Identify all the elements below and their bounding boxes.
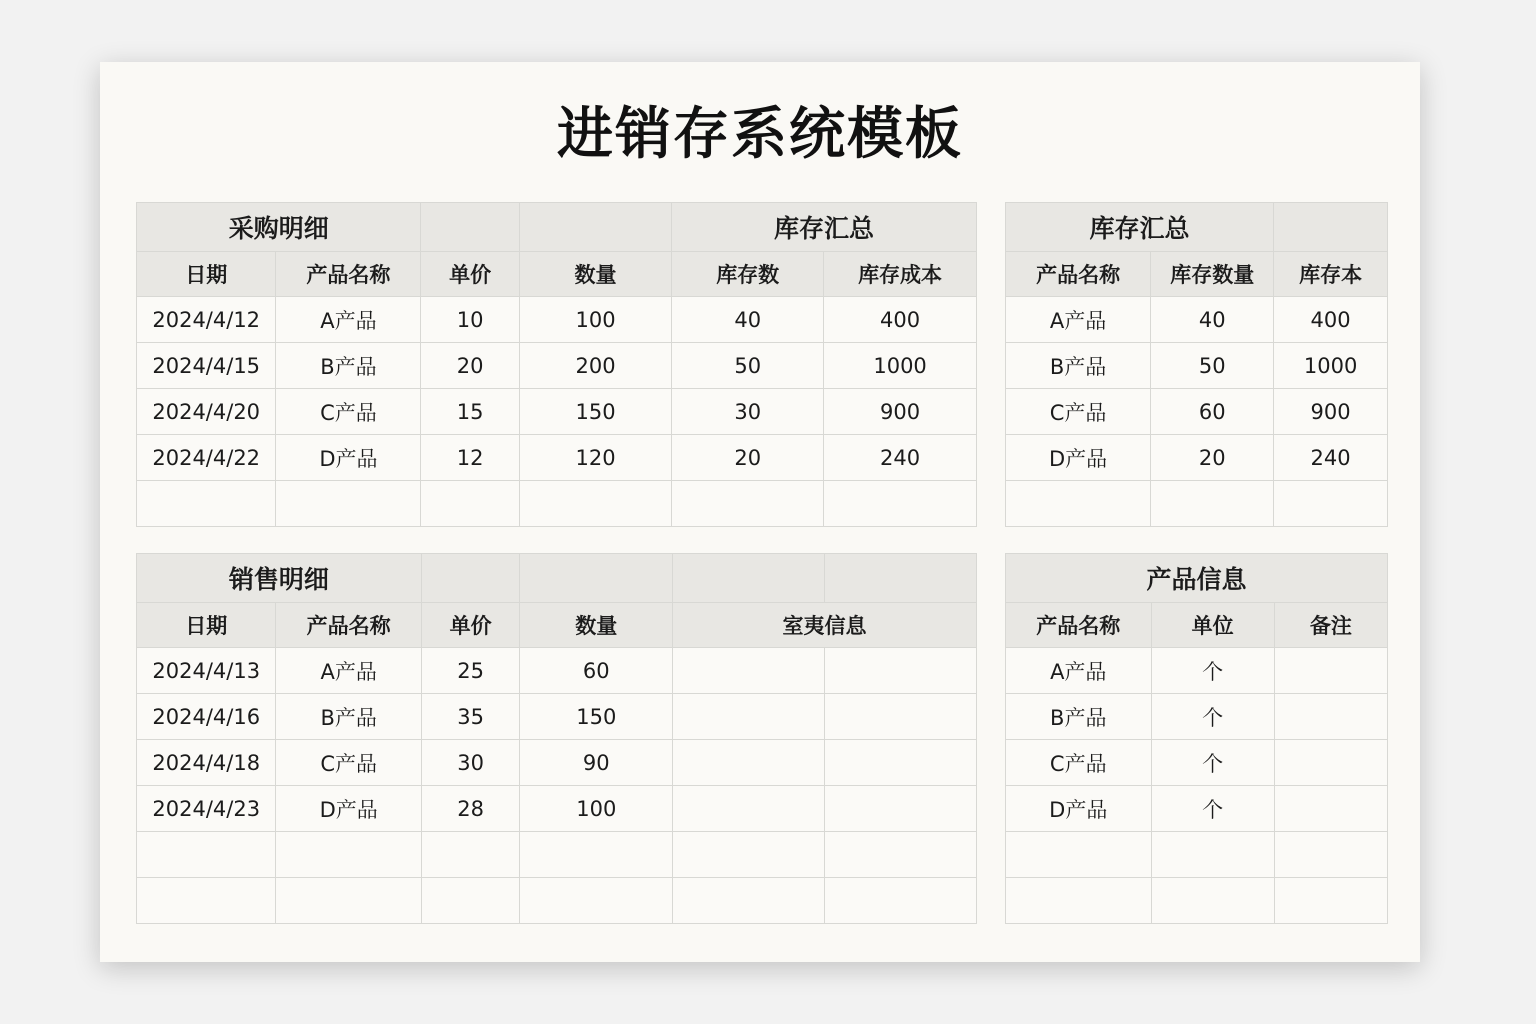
cell[interactable] [1274, 648, 1387, 694]
cell[interactable]: 100 [519, 297, 671, 343]
cell[interactable] [520, 878, 673, 924]
column-header: 产品名称 [1005, 252, 1150, 297]
column-header: 产品名称 [276, 252, 421, 297]
cell[interactable]: 2024/4/12 [137, 297, 276, 343]
cell[interactable]: 30 [421, 740, 520, 786]
table-row[interactable] [137, 740, 977, 786]
column-header: 数量 [520, 603, 673, 648]
spacer-cell[interactable] [1274, 203, 1388, 252]
column-header: 单价 [421, 603, 520, 648]
table-row[interactable] [137, 694, 977, 740]
table-header-row [137, 603, 977, 648]
cell[interactable] [276, 832, 421, 878]
cell[interactable]: 个 [1151, 740, 1274, 786]
cell[interactable]: 40 [672, 297, 824, 343]
table-row[interactable] [137, 297, 977, 343]
cell[interactable]: 200 [519, 343, 671, 389]
cell[interactable]: 240 [1274, 435, 1388, 481]
cell[interactable] [1274, 878, 1387, 924]
cell[interactable] [825, 740, 977, 786]
cell[interactable]: 2024/4/18 [137, 740, 276, 786]
column-header: 库存数 [672, 252, 824, 297]
cell[interactable]: 12 [421, 435, 519, 481]
cell[interactable]: 20 [421, 343, 519, 389]
table-row[interactable] [137, 878, 977, 924]
column-header: 备注 [1274, 603, 1387, 648]
table-row[interactable] [137, 786, 977, 832]
cell[interactable] [137, 832, 276, 878]
product-info-table[interactable] [1005, 553, 1388, 924]
purchase-secondary-title: 库存汇总 [672, 203, 977, 252]
cell[interactable] [519, 481, 671, 527]
table-row[interactable] [1005, 297, 1387, 343]
cell[interactable] [1151, 878, 1274, 924]
table-row[interactable] [137, 481, 977, 527]
cell[interactable]: 个 [1151, 694, 1274, 740]
table-row[interactable] [137, 389, 977, 435]
cell[interactable]: 20 [1151, 435, 1274, 481]
cell[interactable] [824, 481, 977, 527]
cell[interactable]: 2024/4/20 [137, 389, 276, 435]
table-row[interactable] [137, 832, 977, 878]
cell[interactable]: 400 [1274, 297, 1388, 343]
table-title-row [137, 203, 977, 252]
cell[interactable]: 2024/4/13 [137, 648, 276, 694]
table-row[interactable] [1005, 878, 1387, 924]
cell[interactable]: D产品 [1005, 435, 1150, 481]
table-row[interactable] [1005, 481, 1387, 527]
column-header: 单价 [421, 252, 519, 297]
cell[interactable] [673, 878, 825, 924]
cell[interactable]: 900 [1274, 389, 1388, 435]
cell[interactable]: B产品 [276, 694, 421, 740]
cell[interactable]: 2024/4/22 [137, 435, 276, 481]
spacer-cell[interactable] [519, 203, 671, 252]
cell[interactable] [1005, 481, 1150, 527]
cell[interactable]: A产品 [1005, 297, 1150, 343]
cell[interactable]: 1000 [824, 343, 977, 389]
cell[interactable]: 120 [519, 435, 671, 481]
table-title-row [137, 554, 977, 603]
cell[interactable]: A产品 [276, 648, 421, 694]
cell[interactable]: 1000 [1274, 343, 1388, 389]
cell[interactable]: 50 [1151, 343, 1274, 389]
cell[interactable]: 150 [520, 694, 673, 740]
cell[interactable]: 2024/4/23 [137, 786, 276, 832]
table-header-row [1005, 603, 1387, 648]
inventory-title: 库存汇总 [1005, 203, 1273, 252]
table-row[interactable] [137, 435, 977, 481]
cell[interactable] [137, 878, 276, 924]
cell[interactable]: A产品 [1005, 648, 1151, 694]
cell[interactable]: 2024/4/16 [137, 694, 276, 740]
cell[interactable] [673, 832, 825, 878]
cell[interactable]: B产品 [1005, 343, 1150, 389]
table-row[interactable] [1005, 786, 1387, 832]
cell[interactable] [673, 694, 825, 740]
cell[interactable] [1151, 832, 1274, 878]
cell[interactable] [673, 786, 825, 832]
cell[interactable]: 35 [421, 694, 520, 740]
cell[interactable]: 50 [672, 343, 824, 389]
column-header: 库存本 [1274, 252, 1388, 297]
table-row[interactable] [137, 648, 977, 694]
column-header: 日期 [137, 603, 276, 648]
spacer-cell[interactable] [520, 554, 673, 603]
cell[interactable]: 个 [1151, 648, 1274, 694]
sheet-grid [136, 202, 1388, 924]
cell[interactable]: B产品 [1005, 694, 1151, 740]
cell[interactable] [1005, 878, 1151, 924]
cell[interactable]: 240 [824, 435, 977, 481]
sales-title: 销售明细 [137, 554, 422, 603]
cell[interactable]: 900 [824, 389, 977, 435]
column-header: 产品名称 [1005, 603, 1151, 648]
cell[interactable] [1151, 481, 1274, 527]
table-header-row [137, 252, 977, 297]
spacer-cell[interactable] [673, 554, 825, 603]
inventory-summary-table[interactable] [1005, 202, 1388, 527]
cell[interactable]: 2024/4/15 [137, 343, 276, 389]
table-row[interactable] [1005, 435, 1387, 481]
cell[interactable] [1274, 481, 1388, 527]
cell[interactable] [421, 878, 520, 924]
cell[interactable]: 25 [421, 648, 520, 694]
cell[interactable] [1274, 832, 1387, 878]
cell[interactable] [1274, 694, 1387, 740]
cell[interactable] [421, 832, 520, 878]
cell[interactable] [825, 648, 977, 694]
column-header: 日期 [137, 252, 276, 297]
cell[interactable]: B产品 [276, 343, 421, 389]
cell[interactable]: 150 [519, 389, 671, 435]
column-header: 室夷信息 [673, 603, 977, 648]
cell[interactable]: 10 [421, 297, 519, 343]
column-header: 库存数量 [1151, 252, 1274, 297]
cell[interactable]: C产品 [276, 740, 421, 786]
table-row[interactable] [1005, 694, 1387, 740]
table-title-row [1005, 203, 1387, 252]
cell[interactable] [276, 481, 421, 527]
cell[interactable] [672, 481, 824, 527]
column-header: 库存成本 [824, 252, 977, 297]
column-header: 单位 [1151, 603, 1274, 648]
bottom-row [136, 553, 1388, 924]
cell[interactable]: C产品 [276, 389, 421, 435]
cell[interactable] [421, 481, 519, 527]
cell[interactable] [825, 832, 977, 878]
cell[interactable]: 40 [1151, 297, 1274, 343]
product-title: 产品信息 [1005, 554, 1387, 603]
column-header: 数量 [519, 252, 671, 297]
cell[interactable]: 个 [1151, 786, 1274, 832]
cell[interactable]: C产品 [1005, 389, 1150, 435]
table-row[interactable] [1005, 389, 1387, 435]
cell[interactable]: 15 [421, 389, 519, 435]
cell[interactable] [276, 878, 421, 924]
cell[interactable] [825, 694, 977, 740]
cell[interactable]: D产品 [1005, 786, 1151, 832]
cell[interactable] [1274, 740, 1387, 786]
spacer-cell[interactable] [825, 554, 977, 603]
cell[interactable]: D产品 [276, 435, 421, 481]
page-title: 进销存系统模板 [557, 102, 963, 167]
cell[interactable] [825, 878, 977, 924]
cell[interactable]: 400 [824, 297, 977, 343]
cell[interactable] [137, 481, 276, 527]
cell[interactable]: 30 [672, 389, 824, 435]
table-row[interactable] [1005, 343, 1387, 389]
document-page [100, 62, 1420, 962]
cell[interactable]: 100 [520, 786, 673, 832]
cell[interactable]: A产品 [276, 297, 421, 343]
spacer-cell[interactable] [421, 203, 519, 252]
table-row[interactable] [1005, 648, 1387, 694]
cell[interactable]: C产品 [1005, 740, 1151, 786]
table-row[interactable] [1005, 832, 1387, 878]
cell[interactable]: 20 [672, 435, 824, 481]
cell[interactable] [1005, 832, 1151, 878]
cell[interactable] [520, 832, 673, 878]
purchase-detail-table[interactable] [136, 202, 977, 527]
sales-detail-table[interactable] [136, 553, 977, 924]
cell[interactable]: 60 [1151, 389, 1274, 435]
table-header-row [1005, 252, 1387, 297]
cell[interactable]: 60 [520, 648, 673, 694]
purchase-title: 采购明细 [137, 203, 421, 252]
column-header: 产品名称 [276, 603, 421, 648]
spacer-cell[interactable] [421, 554, 520, 603]
table-row[interactable] [1005, 740, 1387, 786]
cell[interactable]: D产品 [276, 786, 421, 832]
cell[interactable] [673, 740, 825, 786]
table-title-row [1005, 554, 1387, 603]
cell[interactable]: 90 [520, 740, 673, 786]
cell[interactable] [673, 648, 825, 694]
cell[interactable] [825, 786, 977, 832]
top-row [136, 202, 1388, 527]
cell[interactable]: 28 [421, 786, 520, 832]
table-row[interactable] [137, 343, 977, 389]
cell[interactable] [1274, 786, 1387, 832]
